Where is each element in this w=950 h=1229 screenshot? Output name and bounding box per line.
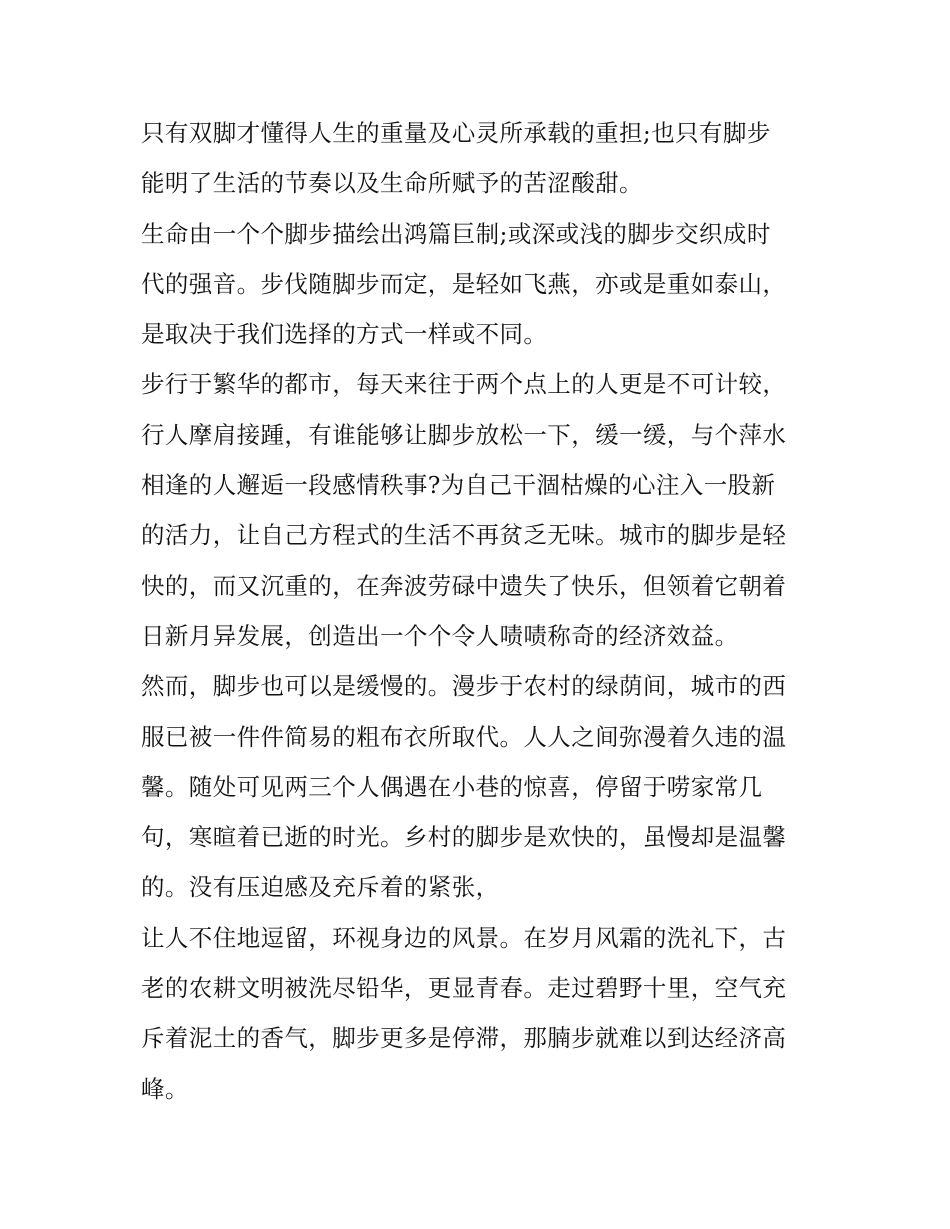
text-line: 步行于繁华的都市，每天来往于两个点上的人更是不可计较， <box>141 370 787 399</box>
text-line: 日新月异发展，创造出一个个令人啧啧称奇的经济效益。 <box>141 621 739 650</box>
text-line: 的。没有压迫感及充斥着的紧张， <box>141 873 500 902</box>
text-line: 让人不住地逗留，环视身边的风景。在岁月风霜的洗礼下，古 <box>141 923 787 952</box>
document-body <box>141 108 821 1114</box>
text-line: 峰。 <box>141 1074 189 1103</box>
text-line: 代的强音。步伐随脚步而定，是轻如飞燕，亦或是重如泰山， <box>141 269 787 298</box>
text-line: 能明了生活的节奏以及生命所赋予的苦涩酸甜。 <box>141 169 643 198</box>
text-line: 斥着泥土的香气，脚步更多是停滞，那腩步就难以到达经济高 <box>141 1024 787 1053</box>
text-line: 行人摩肩接踵，有谁能够让脚步放松一下，缓一缓，与个萍水 <box>141 420 787 449</box>
text-line: 生命由一个个脚步描绘出鸿篇巨制;或深或浅的脚步交织成时 <box>141 219 771 248</box>
text-line: 句，寒暄着已逝的时光。乡村的脚步是欢快的，虽慢却是温馨 <box>141 823 787 852</box>
text-line: 老的农耕文明被洗尽铅华，更显青春。走过碧野十里，空气充 <box>141 974 787 1003</box>
text-line: 是取决于我们选择的方式一样或不同。 <box>141 320 548 349</box>
text-line: 服已被一件件简易的粗布衣所取代。人人之间弥漫着久违的温 <box>141 722 787 751</box>
text-line: 相逢的人邂逅一段感情秩事?为自己干涸枯燥的心注入一股新 <box>141 471 776 500</box>
text-line: 快的，而又沉重的，在奔波劳碌中遗失了快乐，但领着它朝着 <box>141 571 787 600</box>
text-line: 馨。随处可见两三个人偶遇在小巷的惊喜，停留于唠家常几 <box>141 772 763 801</box>
text-line: 的活力，让自己方程式的生活不再贫乏无味。城市的脚步是轻 <box>141 521 787 550</box>
text-line: 只有双脚才懂得人生的重量及心灵所承载的重担;也只有脚步 <box>141 119 771 147</box>
text-line: 然而，脚步也可以是缓慢的。漫步于农村的绿荫间，城市的西 <box>141 672 787 701</box>
